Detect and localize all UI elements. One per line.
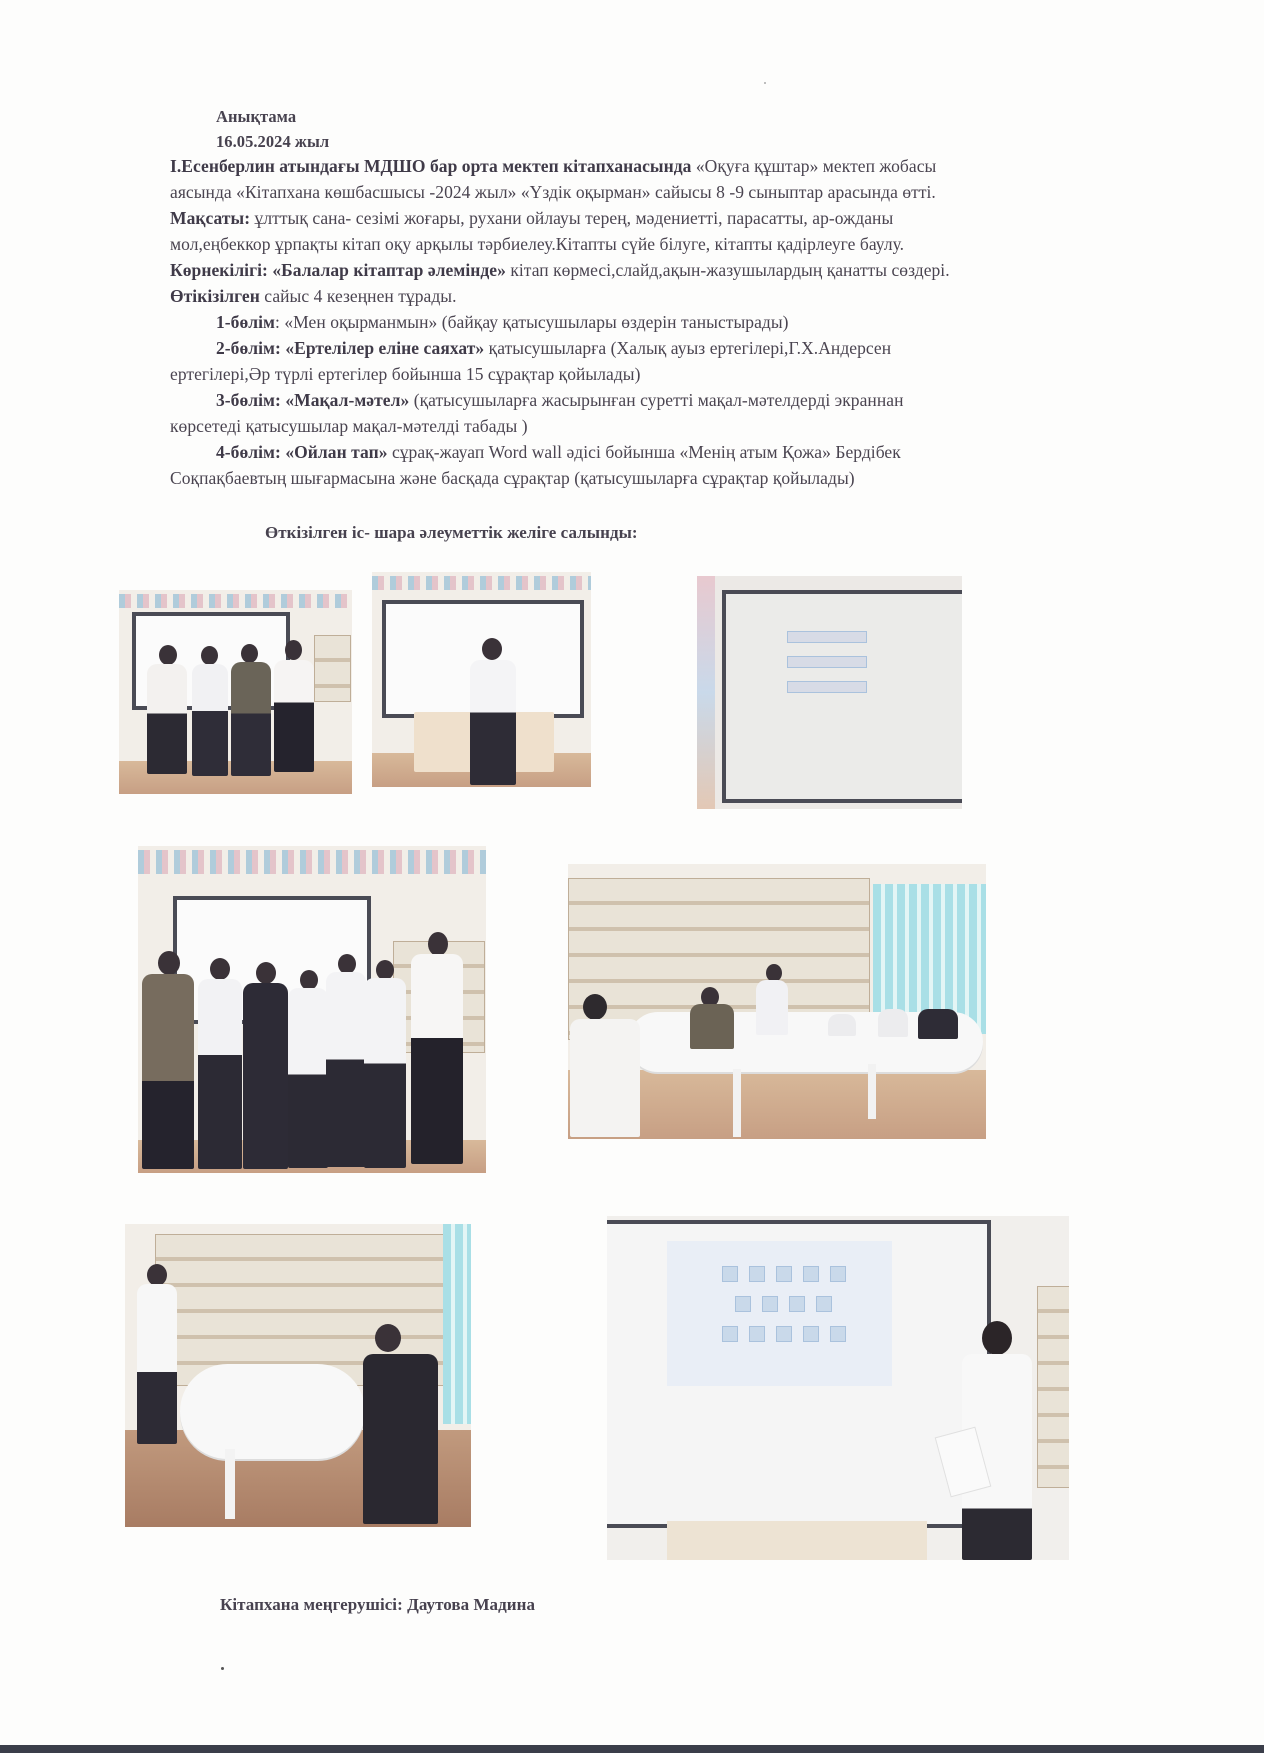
scan-speck [221,1667,224,1670]
photo-single-student [372,572,591,787]
photo-quiz-screen [697,576,962,809]
visuals-line: Көрнекілігі: «Балалар кітаптар әлемінде» кітап көрмесі,слайд,ақын-жазушылардың қанатты сөздері. [170,260,950,280]
intro-line-1: І.Есенберлин атындағы МДШО бар орта мектеп кітапханасында «Оқуға құштар» мектеп жобасы [170,156,937,176]
stage-4-line-2: Соқпақбаевтың шығармасына және басқада сұрақтар (қатысушыларға сұрақтар қойылады) [170,468,855,488]
stage-2-line-2: ертегілері,Әр түрлі ертегілер бойынша 15 сұрақтар қойылады) [170,364,641,384]
photo-word-wall-presenter [607,1216,1069,1560]
photo-teacher-library [125,1224,471,1527]
goal-line-1: Мақсаты: ұлттық сана- сезімі жоғары, рухани ойлауы терең, мәдениетті, парасатты, ар-ожданы [170,208,894,228]
word-wall-slide [667,1241,892,1386]
stage-2-line-1: 2-бөлім: «Ертелілер еліне саяхат» қатысушыларға (Халық ауыз ертегілері,Г.Х.Андерсен [216,338,892,358]
photo-library-table [568,864,986,1139]
goal-line-2: мол,еңбеккор ұрпақты кітап оқу арқылы тәрбиелеу.Кітапты сүйе білуге, кітапты қадірлеуге баулу. [170,234,905,254]
stages-intro: Өтікізілген сайыс 4 кезеңнен тұрады. [170,286,457,306]
document-date: 16.05.2024 жыл [216,132,330,151]
stage-1: 1-бөлім: «Мен оқырманмын» (байқау қатысушылары өздерін таныстырады) [216,312,789,332]
scan-speck [764,82,766,84]
scan-edge-bar [0,1745,1264,1753]
stage-3-line-2: көрсетеді қатысушылар мақал-мәтелді табады ) [170,416,528,436]
signature: Кітапхана меңгерушісі: Даутова Мадина [220,1595,535,1614]
stage-3-line-1: 3-бөлім: «Мақал-мәтел» (қатысушыларға жасырынған суретті мақал-мәтелдерді экраннан [216,390,904,410]
document-title: Анықтама [216,107,297,126]
social-heading: Өткізілген іс- шара әлеуметтік желіге салынды: [265,523,638,542]
intro-line-2: аясында «Кітапхана көшбасшысы -2024 жыл» «Үздік оқырман» сайысы 8 -9 сыныптар арасында өтті. [170,182,936,202]
school-name: І.Есенберлин атындағы МДШО бар орта мектеп кітапханасында [170,156,692,176]
goal-label: Мақсаты: [170,208,251,228]
stage-4-line-1: 4-бөлім: «Ойлан тап» сұрақ-жауап Word wall әдісі бойынша «Менің атым Қожа» Бердібек [216,442,901,462]
photo-participants-group [119,590,352,794]
visuals-label: Көрнекілігі: [170,260,268,280]
photo-winners-group [138,846,486,1173]
